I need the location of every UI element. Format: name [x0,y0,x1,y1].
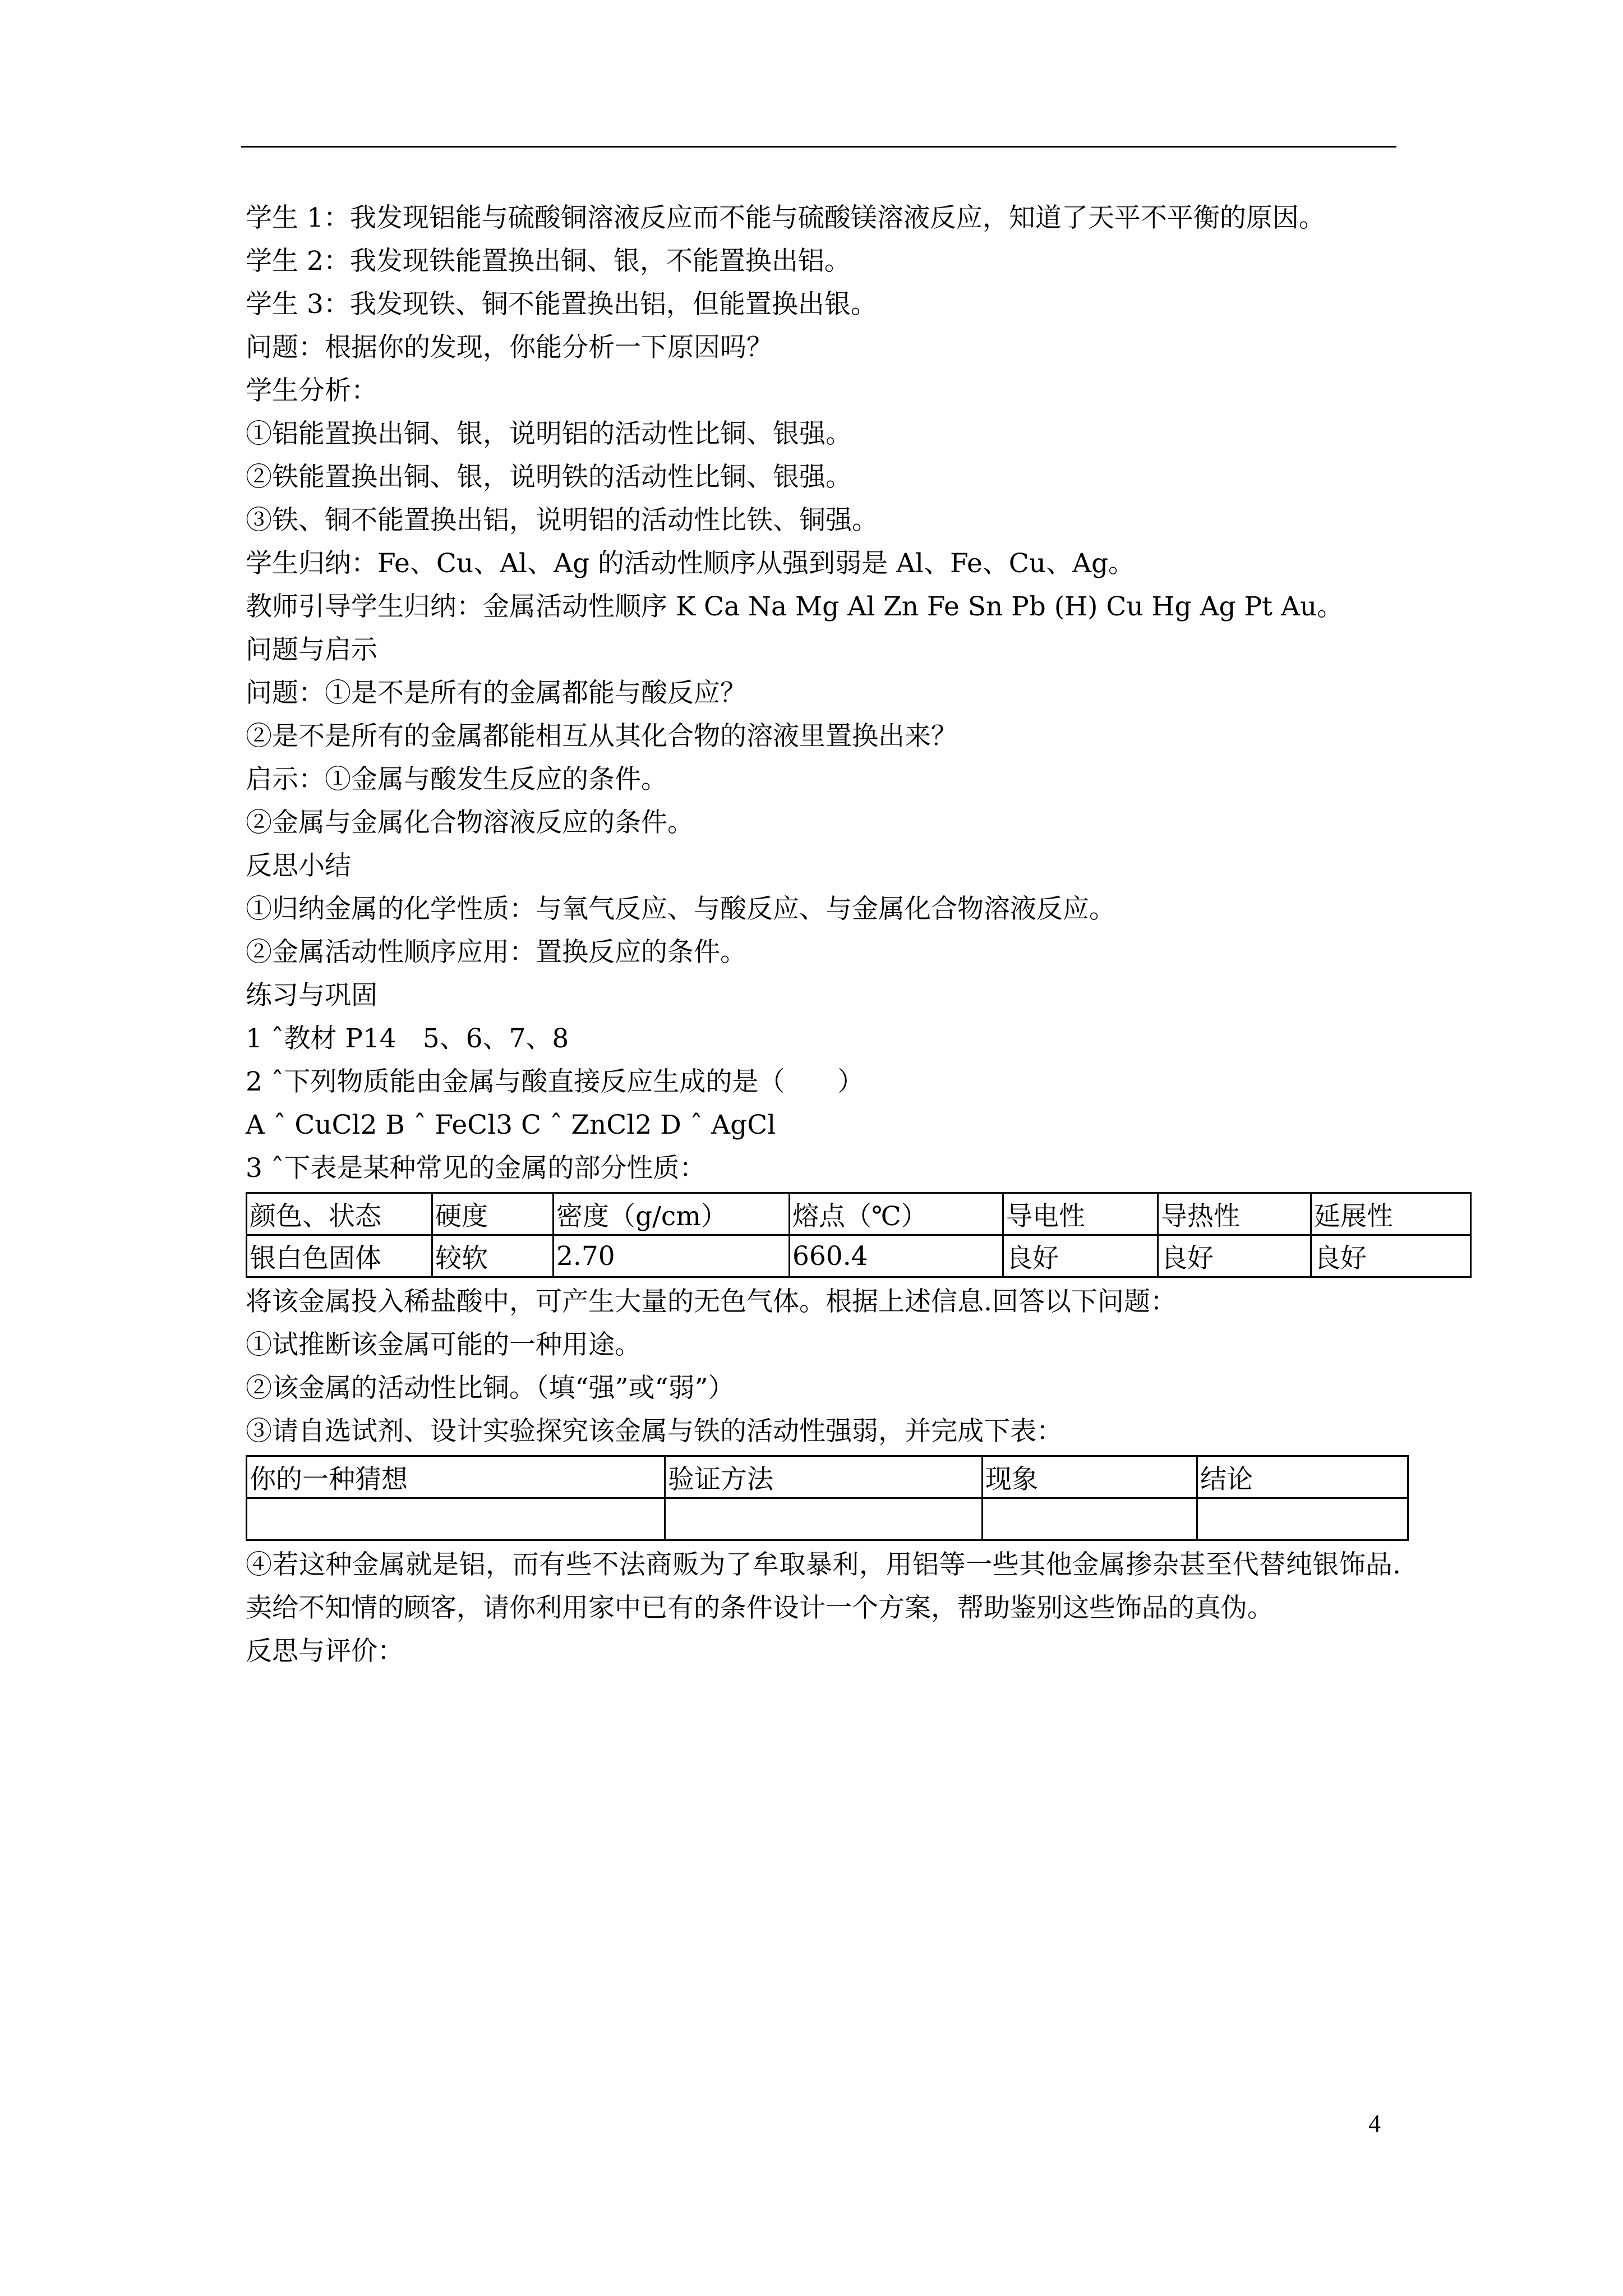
exercise-3: 3 ˆ下表是某种常见的金属的部分性质： [246,1153,706,1184]
text-line-student-1: 学生 1：我发现铝能与硫酸铜溶液反应而不能与硫酸镁溶液反应，知道了天平不平衡的原因。 [246,203,1325,233]
table-header-cell: 验证方法 [665,1456,983,1498]
table-header-cell: 熔点（℃） [790,1193,1003,1235]
table-header-cell: 导热性 [1158,1193,1311,1235]
text-line-analysis-2: ②铁能置换出铜、银，说明铁的活动性比铜、银强。 [246,462,852,493]
table-row [247,1456,1408,1498]
header-rule [241,146,1396,148]
table-header-cell: 现象 [983,1456,1197,1498]
table-header-cell: 导电性 [1003,1193,1158,1235]
table-cell: 660.4 [790,1235,1003,1277]
text-line-student-analysis: 学生分析： [246,375,377,406]
table-row [247,1498,1408,1540]
text-paragraph-sub-question-4: ④若这种金属就是铝，而有些不法商贩为了牟取暴利，用铝等一些其他金属掺杂甚至代替纯银饰品.卖给不知情的顾客，请你利用家中已有的条件设计一个方案，帮助鉴别这些饰品的真伪。 [246,1549,1401,1623]
text-line-sub-question-3: ③请自选试剂、设计实验探究该金属与铁的活动性强弱，并完成下表： [246,1416,1063,1447]
table-header-cell: 结论 [1197,1456,1408,1498]
section-heading-practice: 练习与巩固 [246,980,377,1011]
text-line-student-summary: 学生归纳：Fe、Cu、Al、Ag 的活动性顺序从强到弱是 Al、Fe、Cu、Ag。 [246,548,1135,579]
text-line-sub-question-1: ①试推断该金属可能的一种用途。 [246,1329,641,1360]
text-line-teacher-summary: 教师引导学生归纳：金属活动性顺序 K Ca Na Mg Al Zn Fe Sn Pb (H) Cu Hg Ag Pt Au。 [246,591,1344,622]
document-body [246,196,1451,1673]
table-cell[interactable] [1197,1498,1408,1540]
text-line-student-3: 学生 3：我发现铁、铜不能置换出铝，但能置换出银。 [246,289,877,320]
table-header-cell: 密度（g/cm） [554,1193,790,1235]
metal-properties-table [246,1192,1472,1278]
table-cell: 良好 [1311,1235,1471,1277]
table-cell[interactable] [983,1498,1197,1540]
text-line-sub-question-2: ②该金属的活动性比铜。（填“强”或“弱”） [246,1373,735,1404]
exercise-2-options: A ˆ CuCl2 B ˆ FeCl3 C ˆ ZnCl2 D ˆ AgCl [246,1110,776,1140]
hypothesis-table [246,1455,1409,1541]
table-header-cell: 颜色、状态 [247,1193,432,1235]
text-line-question-1: 问题：①是不是所有的金属都能与酸反应？ [246,678,746,708]
table-header-cell: 延展性 [1311,1193,1471,1235]
section-heading-questions: 问题与启示 [246,634,377,665]
table-cell: 良好 [1158,1235,1311,1277]
table-cell: 较软 [432,1235,554,1277]
text-line-question: 问题：根据你的发现，你能分析一下原因吗？ [246,332,773,363]
text-line-experiment: 将该金属投入稀盐酸中，可产生大量的无色气体。根据上述信息.回答以下问题： [246,1286,1177,1317]
table-cell[interactable] [247,1498,665,1540]
page-number: 4 [1368,2110,1381,2137]
text-line-analysis-3: ③铁、铜不能置换出铝，说明铝的活动性比铁、铜强。 [246,505,878,536]
table-header-cell: 硬度 [432,1193,554,1235]
table-header-cell: 你的一种猜想 [247,1456,665,1498]
section-heading-reflection: 反思小结 [246,850,351,881]
text-line-hint-2: ②金属与金属化合物溶液反应的条件。 [246,807,694,838]
text-line-student-2: 学生 2：我发现铁能置换出铜、银，不能置换出铝。 [246,246,851,277]
section-heading-evaluation: 反思与评价： [246,1636,404,1667]
table-row [247,1193,1471,1235]
table-cell: 良好 [1003,1235,1158,1277]
exercise-1: 1 ˆ教材 P14 5、6、7、8 [246,1023,569,1054]
table-row [247,1235,1471,1277]
text-line-hint-1: 启示：①金属与酸发生反应的条件。 [246,764,667,795]
text-line-reflection-1: ①归纳金属的化学性质：与氧气反应、与酸反应、与金属化合物溶液反应。 [246,894,1115,924]
exercise-2: 2 ˆ下列物质能由金属与酸直接反应生成的是（ ） [246,1066,864,1097]
text-line-question-2: ②是不是所有的金属都能相互从其化合物的溶液里置换出来？ [246,721,957,752]
table-cell[interactable] [665,1498,983,1540]
table-cell: 银白色固体 [247,1235,432,1277]
table-cell: 2.70 [554,1235,790,1277]
text-line-reflection-2: ②金属活动性顺序应用：置换反应的条件。 [246,937,746,968]
text-line-analysis-1: ①铝能置换出铜、银，说明铝的活动性比铜、银强。 [246,418,852,449]
